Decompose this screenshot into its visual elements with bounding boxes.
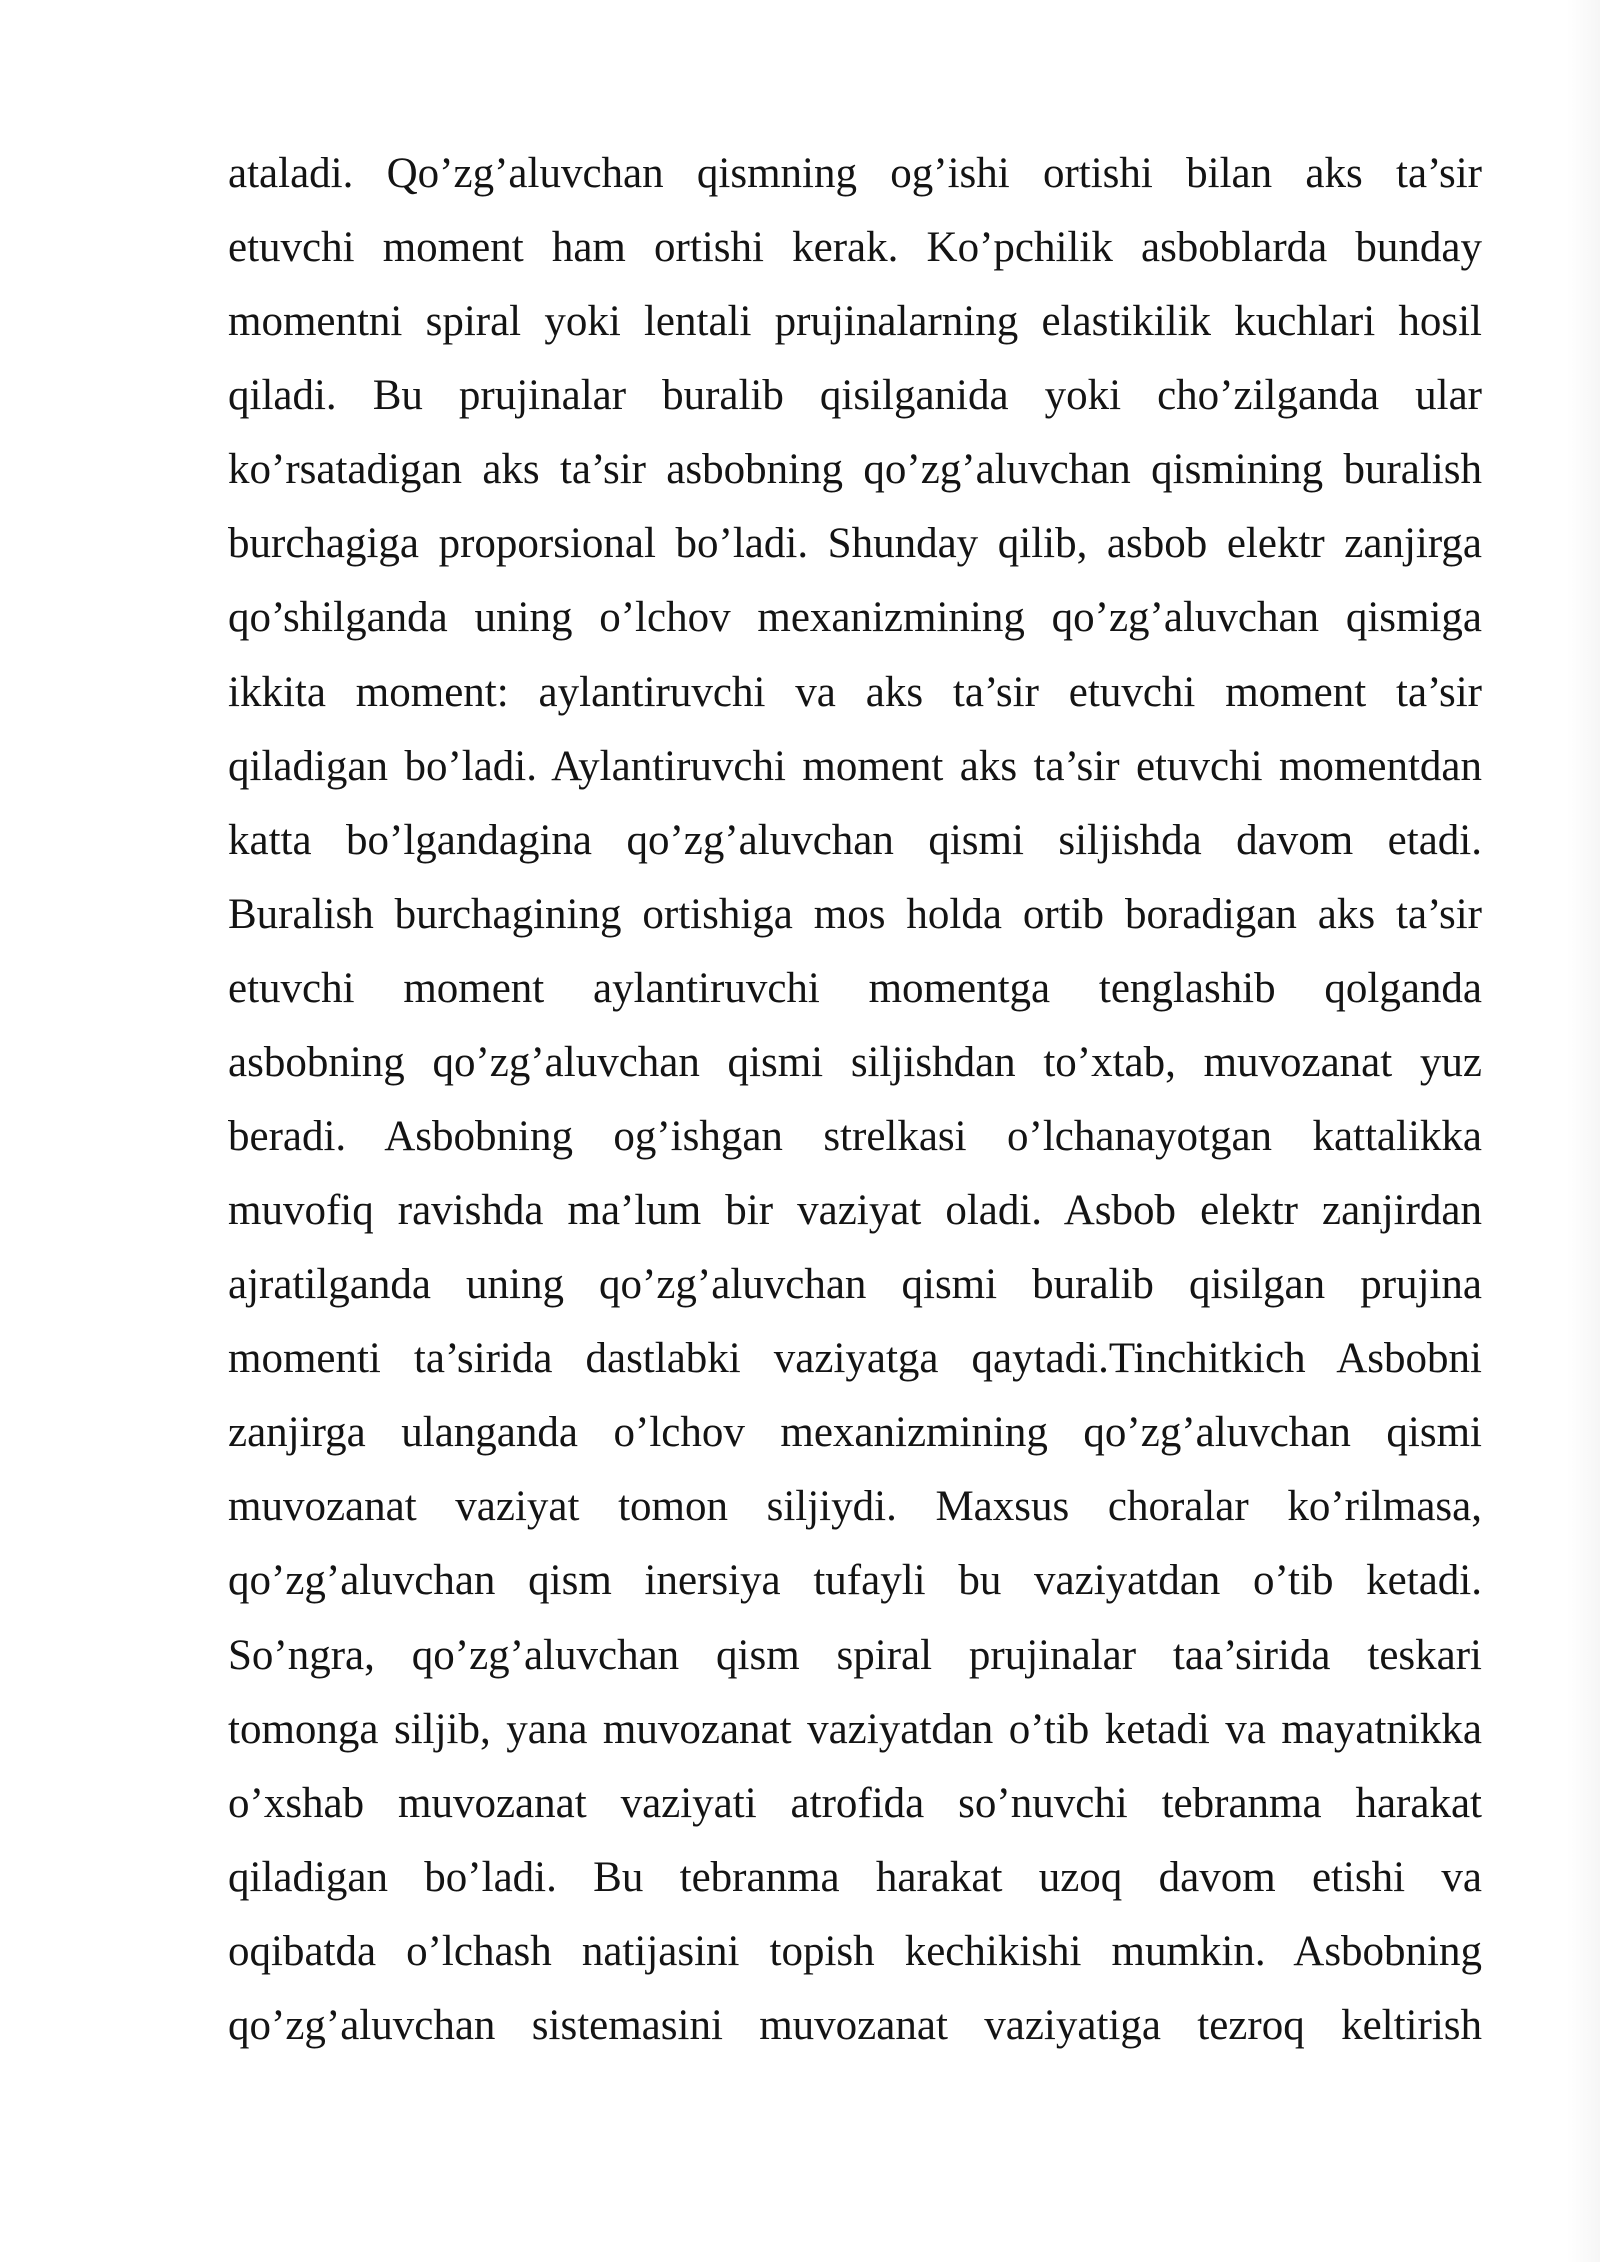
text-line: ajratilganda uning qo’zg’aluvchan qismi buralib qisilgan prujina: [228, 1261, 1482, 1309]
text-line: oqibatda o’lchash natijasini topish kechikishi mumkin. Asbobning: [228, 1927, 1482, 1975]
text-line: qo’zg’aluvchan qism inersiya tufayli bu vaziyatdan o’tib ketadi.: [228, 1557, 1482, 1605]
text-line: qo’shilganda uning o’lchov mexanizmining qo’zg’aluvchan qismiga: [228, 594, 1482, 642]
text-line: burchagiga proporsional bo’ladi. Shunday qilib, asbob elektr zanjirga: [228, 520, 1482, 568]
text-line: o’xshab muvozanat vaziyati atrofida so’nuvchi tebranma harakat: [228, 1779, 1482, 1827]
text-line: muvozanat vaziyat tomon siljiydi. Maxsus choralar ko’rilmasa,: [228, 1483, 1482, 1531]
text-line: tomonga siljib, yana muvozanat vaziyatdan o’tib ketadi va mayatnikka: [228, 1705, 1482, 1753]
text-line: So’ngra, qo’zg’aluvchan qism spiral prujinalar taa’sirida teskari: [228, 1631, 1482, 1679]
body-text-paragraph: [228, 137, 1482, 2063]
text-line: qiladi. Bu prujinalar buralib qisilganida yoki cho’zilganda ular: [228, 372, 1482, 420]
text-line: ataladi. Qo’zg’aluvchan qismning og’ishi ortishi bilan aks ta’sir: [228, 150, 1482, 197]
text-line: momentni spiral yoki lentali prujinalarning elastikilik kuchlari hosil: [228, 298, 1482, 346]
text-line: qiladigan bo’ladi. Bu tebranma harakat uzoq davom etishi va: [228, 1853, 1482, 1901]
text-line: katta bo’lgandagina qo’zg’aluvchan qismi siljishda davom etadi.: [228, 816, 1482, 864]
text-line: asbobning qo’zg’aluvchan qismi siljishdan to’xtab, muvozanat yuz: [228, 1038, 1482, 1086]
text-line: Buralish burchagining ortishiga mos holda ortib boradigan aks ta’sir: [228, 890, 1482, 938]
text-line: etuvchi moment aylantiruvchi momentga tenglashib qolganda: [228, 964, 1482, 1012]
text-line: etuvchi moment ham ortishi kerak. Ko’pchilik asboblarda bunday: [228, 224, 1482, 272]
text-line: momenti ta’sirida dastlabki vaziyatga qaytadi.Tinchitkich Asbobni: [228, 1335, 1482, 1383]
text-line: qiladigan bo’ladi. Aylantiruvchi moment aks ta’sir etuvchi momentdan: [228, 742, 1482, 790]
text-line: zanjirga ulanganda o’lchov mexanizmining qo’zg’aluvchan qismi: [228, 1409, 1482, 1457]
text-line: qo’zg’aluvchan sistemasini muvozanat vaziyatiga tezroq keltirish: [228, 2001, 1482, 2049]
text-line: ko’rsatadigan aks ta’sir asbobning qo’zg’aluvchan qismining buralish: [228, 446, 1482, 494]
text-line: muvofiq ravishda ma’lum bir vaziyat oladi. Asbob elektr zanjirdan: [228, 1187, 1482, 1235]
text-line: ikkita moment: aylantiruvchi va aks ta’sir etuvchi moment ta’sir: [228, 668, 1482, 716]
page-edge-shadow: [1566, 0, 1600, 2262]
text-line: beradi. Asbobning og’ishgan strelkasi o’lchanayotgan kattalikka: [228, 1113, 1482, 1161]
